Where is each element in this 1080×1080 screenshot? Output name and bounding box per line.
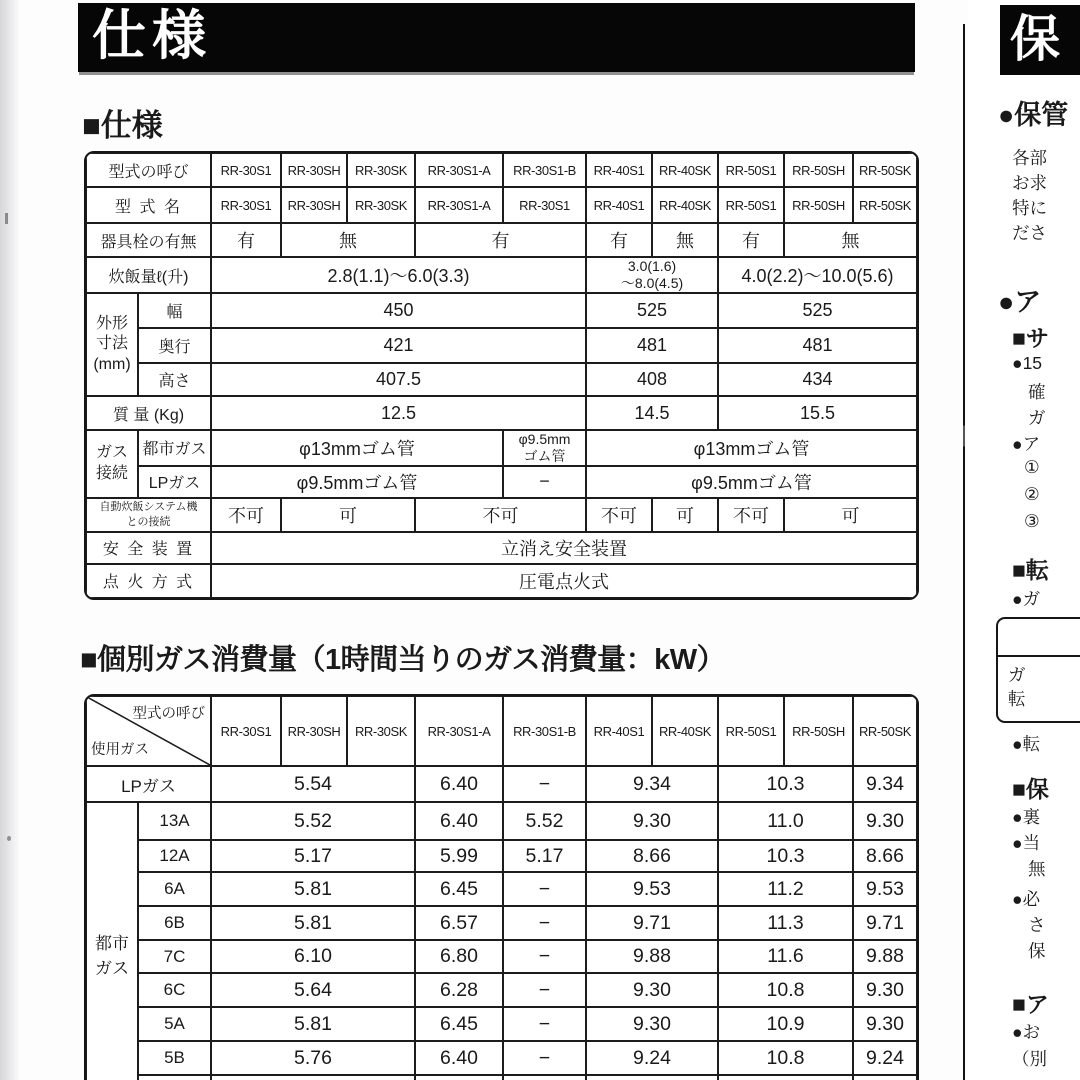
- corner-top-label: 型式の呼び: [132, 706, 205, 722]
- table-row: [86, 906, 917, 940]
- gas-value-cell: 10.3: [718, 766, 853, 802]
- gas-value-cell: 11.0: [718, 802, 853, 840]
- spec-value-cell: φ9.5mmゴム管: [586, 466, 917, 498]
- spec-value-cell: 450: [211, 293, 586, 328]
- model-header-cell: RR-40S1: [586, 696, 652, 766]
- right-text-line: さ: [1028, 915, 1046, 935]
- spec-table: [84, 151, 919, 600]
- right-text-line: ●裏: [1012, 807, 1041, 827]
- corner-bottom-label: 使用ガス: [91, 742, 149, 758]
- row-sublabel: [138, 1075, 211, 1080]
- right-text-line: ●15: [1012, 353, 1043, 373]
- row-group-label: [86, 802, 138, 1080]
- scan-speck: [7, 836, 11, 841]
- spec-value-cell: 可: [652, 498, 718, 532]
- model-header-cell: RR-30S1-A: [415, 153, 503, 187]
- table-row: [86, 973, 917, 1007]
- row-label: 炊飯量ℓ(升): [86, 257, 211, 293]
- gas-value-cell: 9.24: [586, 1041, 718, 1075]
- gas-value-cell: 9.88: [586, 940, 718, 973]
- model-header-cell: RR-50S1: [718, 696, 784, 766]
- spec-value-cell: RR-50SK: [853, 187, 917, 223]
- gas-value-cell: [503, 1075, 586, 1080]
- gas-value-cell: 5.52: [211, 802, 415, 840]
- gas-value-cell: 11.2: [718, 872, 853, 906]
- row-sublabel: 6B: [138, 906, 211, 940]
- model-header-cell: RR-30SK: [347, 153, 415, 187]
- spec-value-cell: φ13mmゴム管: [586, 430, 917, 466]
- model-header-cell: RR-50SK: [853, 696, 917, 766]
- table-row: [86, 293, 917, 328]
- right-text-line: ●必: [1012, 889, 1041, 909]
- table-row: [86, 532, 917, 564]
- spec-value-cell: 圧電点火式: [211, 564, 917, 598]
- gas-value-cell: 5.17: [503, 840, 586, 872]
- spec-value-cell: 有: [586, 223, 652, 257]
- right-title-banner: [1000, 5, 1080, 75]
- table-row: [86, 187, 917, 223]
- row-sublabel: 奥行: [138, 328, 211, 363]
- right-text-line: ●お: [1012, 1022, 1041, 1042]
- info-box-top-cell: [998, 619, 1080, 657]
- model-header-cell: RR-30S1-B: [503, 153, 586, 187]
- gas-value-cell: 11.6: [718, 940, 853, 973]
- row-sublabel: 幅: [138, 293, 211, 328]
- gas-value-cell: 5.64: [211, 973, 415, 1007]
- gas-value-cell: 9.30: [853, 802, 917, 840]
- gas-value-cell: 5.17: [211, 840, 415, 872]
- cell-line: ～8.0(4.5): [620, 275, 684, 291]
- spec-value-cell: 可: [784, 498, 917, 532]
- spec-value-cell: 15.5: [718, 396, 917, 430]
- row-sublabel: 高さ: [138, 363, 211, 396]
- gas-value-cell: 9.24: [853, 1041, 917, 1075]
- gas-value-cell: −: [503, 766, 586, 802]
- row-label: 安 全 装 置: [86, 532, 211, 564]
- row-sublabel: 12A: [138, 840, 211, 872]
- cell-line: 自動炊飯システム機: [99, 500, 198, 513]
- spec-value-cell: [586, 257, 718, 293]
- right-page-title: 保: [1010, 11, 1060, 67]
- gas-value-cell: [853, 1075, 917, 1080]
- gas-value-cell: 10.3: [718, 840, 853, 872]
- row-sublabel: 13A: [138, 802, 211, 840]
- gas-value-cell: 8.66: [853, 840, 917, 872]
- model-header-cell: RR-50S1: [718, 153, 784, 187]
- model-header-cell: RR-40SK: [652, 696, 718, 766]
- gas-value-cell: 10.8: [718, 973, 853, 1007]
- row-sublabel: 6C: [138, 973, 211, 1007]
- table-row: [86, 940, 917, 973]
- row-label: 点 火 方 式: [86, 564, 211, 598]
- spec-value-cell: 可: [281, 498, 415, 532]
- gas-value-cell: 6.80: [415, 940, 503, 973]
- row-sublabel: 5A: [138, 1007, 211, 1041]
- cell-line: 転: [1008, 689, 1026, 709]
- gas-value-cell: −: [503, 973, 586, 1007]
- spec-value-cell: RR-40SK: [652, 187, 718, 223]
- model-header-cell: RR-30S1-A: [415, 696, 503, 766]
- table-row: [86, 430, 917, 466]
- table-row: [86, 802, 917, 840]
- right-text-line: ださ: [1012, 223, 1047, 243]
- right-text-line: お求: [1012, 173, 1047, 193]
- gas-value-cell: −: [503, 906, 586, 940]
- gas-value-cell: 9.34: [853, 766, 917, 802]
- model-header-cell: RR-30S1: [211, 696, 281, 766]
- page-divider: [963, 24, 965, 1080]
- spec-value-cell: 立消え安全装置: [211, 532, 917, 564]
- spec-value-cell: 不可: [586, 498, 652, 532]
- right-subheading: ■サ: [1012, 325, 1049, 351]
- table-row: [86, 396, 917, 430]
- gas-value-cell: 5.76: [211, 1041, 415, 1075]
- gas-value-cell: 10.9: [718, 1007, 853, 1041]
- spec-value-cell: 421: [211, 328, 586, 363]
- spec-value-cell: 2.8(1.1)～6.0(3.3): [211, 257, 586, 293]
- table-row: [86, 766, 917, 802]
- spec-value-cell: 無: [784, 223, 917, 257]
- cell-line: ゴム管: [523, 447, 566, 464]
- spec-value-cell: RR-50S1: [718, 187, 784, 223]
- right-text-line: 保: [1028, 941, 1046, 961]
- right-text-line: ●ア: [1012, 434, 1041, 454]
- gas-value-cell: [586, 1075, 718, 1080]
- scan-speck: [5, 213, 8, 224]
- row-label: LPガス: [86, 766, 211, 802]
- row-group-label: [86, 293, 138, 396]
- page-edge: [0, 0, 18, 1080]
- gas-value-cell: 9.71: [586, 906, 718, 940]
- page-title: 仕様: [92, 6, 212, 66]
- right-text-line: ガ: [1028, 408, 1046, 428]
- table-row: [86, 257, 917, 293]
- gas-value-cell: −: [503, 1007, 586, 1041]
- table-row: [86, 840, 917, 872]
- spec-value-cell: RR-30SK: [347, 187, 415, 223]
- spec-value-cell: RR-30S1-A: [415, 187, 503, 223]
- spec-value-cell: −: [503, 466, 586, 498]
- row-label: [86, 498, 211, 532]
- table-row: [86, 328, 917, 363]
- gas-value-cell: [415, 1075, 503, 1080]
- spec-value-cell: 525: [586, 293, 718, 328]
- gas-value-cell: 9.71: [853, 906, 917, 940]
- spec-value-cell: RR-40S1: [586, 187, 652, 223]
- right-text-line: 確: [1028, 382, 1046, 402]
- title-banner: [78, 3, 915, 72]
- gas-table: [84, 694, 919, 1080]
- row-sublabel: 5B: [138, 1041, 211, 1075]
- model-header-cell: RR-50SK: [853, 153, 917, 187]
- row-label: 型 式 名: [86, 187, 211, 223]
- spec-value-cell: 434: [718, 363, 917, 396]
- spec-value-cell: RR-30S1: [211, 187, 281, 223]
- gas-value-cell: −: [503, 872, 586, 906]
- gas-value-cell: 5.54: [211, 766, 415, 802]
- right-page: [968, 0, 1080, 1080]
- table-row: [86, 696, 917, 766]
- gas-value-cell: 6.40: [415, 1041, 503, 1075]
- right-text-line: 各部: [1012, 148, 1047, 168]
- spec-value-cell: RR-30S1: [503, 187, 586, 223]
- spec-value-cell: 481: [718, 328, 917, 363]
- row-sublabel: 7C: [138, 940, 211, 973]
- model-header-cell: RR-30SH: [281, 696, 347, 766]
- gas-value-cell: 9.53: [586, 872, 718, 906]
- cell-line: (mm): [93, 355, 131, 373]
- gas-value-cell: 9.30: [586, 802, 718, 840]
- spec-value-cell: 有: [415, 223, 586, 257]
- gas-value-cell: 6.40: [415, 802, 503, 840]
- gas-value-cell: 6.28: [415, 973, 503, 1007]
- right-text-line: 特に: [1012, 198, 1047, 218]
- cell-line: ガス: [95, 444, 128, 462]
- spec-value-cell: 481: [586, 328, 718, 363]
- spec-value-cell: RR-50SH: [784, 187, 853, 223]
- gas-value-cell: 9.88: [853, 940, 917, 973]
- gas-value-cell: 5.52: [503, 802, 586, 840]
- gas-value-cell: 6.40: [415, 766, 503, 802]
- right-subheading: ■転: [1012, 557, 1049, 583]
- gas-value-cell: 11.3: [718, 906, 853, 940]
- model-header-cell: RR-30SK: [347, 696, 415, 766]
- table-row: [86, 498, 917, 532]
- table-row: [86, 223, 917, 257]
- gas-value-cell: 9.30: [853, 1007, 917, 1041]
- right-text-line: ●ガ: [1012, 589, 1041, 609]
- spec-value-cell: 無: [652, 223, 718, 257]
- spec-value-cell: 有: [211, 223, 281, 257]
- gas-value-cell: 10.8: [718, 1041, 853, 1075]
- gas-value-cell: 6.10: [211, 940, 415, 973]
- model-header-cell: RR-40SK: [652, 153, 718, 187]
- model-header-cell: RR-30SH: [281, 153, 347, 187]
- spec-value-cell: 不可: [415, 498, 586, 532]
- row-label: 質 量 (Kg): [86, 396, 211, 430]
- right-text-line: ①: [1024, 457, 1040, 477]
- gas-value-cell: [211, 1075, 415, 1080]
- spec-value-cell: 4.0(2.2)～10.0(5.6): [718, 257, 917, 293]
- info-box-bottom-cell: [998, 657, 1080, 711]
- table-row: [86, 466, 917, 498]
- right-text-line: ●当: [1012, 833, 1041, 853]
- cell-line: 都市: [95, 933, 129, 953]
- corner-header-cell: [86, 696, 211, 766]
- table-row: [86, 363, 917, 396]
- gas-value-cell: [718, 1075, 853, 1080]
- row-group-label: [86, 430, 138, 498]
- gas-value-cell: 5.81: [211, 906, 415, 940]
- spec-value-cell: 408: [586, 363, 718, 396]
- spec-value-cell: 有: [718, 223, 784, 257]
- spec-value-cell: 不可: [211, 498, 281, 532]
- spec-value-cell: 525: [718, 293, 917, 328]
- gas-value-cell: 5.81: [211, 872, 415, 906]
- right-text-line: ②: [1024, 484, 1040, 504]
- spec-value-cell: φ9.5mmゴム管: [211, 466, 503, 498]
- gas-value-cell: 9.30: [586, 973, 718, 1007]
- right-subheading: ■保: [1012, 776, 1049, 802]
- cell-line: 3.0(1.6): [627, 258, 677, 275]
- cell-line: 外形: [95, 314, 128, 332]
- gas-value-cell: −: [503, 940, 586, 973]
- right-text-line: 無: [1028, 859, 1046, 879]
- gas-value-cell: 9.30: [853, 973, 917, 1007]
- gas-value-cell: 6.57: [415, 906, 503, 940]
- gas-value-cell: 6.45: [415, 1007, 503, 1041]
- spec-value-cell: RR-30SH: [281, 187, 347, 223]
- right-heading: ●ア: [998, 287, 1042, 317]
- right-text-line: ③: [1024, 511, 1040, 531]
- table-row: [86, 1041, 917, 1075]
- cell-line: 寸法: [95, 335, 128, 353]
- gas-value-cell: 9.53: [853, 872, 917, 906]
- model-header-cell: RR-30S1-B: [503, 696, 586, 766]
- right-text-line: （別: [1012, 1049, 1047, 1069]
- spec-value-cell: 無: [281, 223, 415, 257]
- table-row: [86, 1075, 917, 1080]
- cell-line: ガス: [95, 958, 129, 978]
- right-text-line: ●転: [1012, 734, 1041, 754]
- right-heading: ●保管: [998, 100, 1069, 130]
- spec-value-cell: 407.5: [211, 363, 586, 396]
- table-row: [86, 1007, 917, 1041]
- row-sublabel: LPガス: [138, 466, 211, 498]
- row-label: 型式の呼び: [86, 153, 211, 187]
- spec-value-cell: 12.5: [211, 396, 586, 430]
- row-sublabel: 都市ガス: [138, 430, 211, 466]
- right-info-box: [996, 617, 1080, 723]
- cell-line: 接続: [95, 464, 128, 482]
- spec-value-cell: φ13mmゴム管: [211, 430, 503, 466]
- row-label: 器具栓の有無: [86, 223, 211, 257]
- row-sublabel: 6A: [138, 872, 211, 906]
- gas-value-cell: 6.45: [415, 872, 503, 906]
- spec-value-cell: 不可: [718, 498, 784, 532]
- table-row: [86, 153, 917, 187]
- model-header-cell: RR-40S1: [586, 153, 652, 187]
- table-row: [86, 564, 917, 598]
- table-row: [86, 872, 917, 906]
- cell-line: との接続: [126, 515, 171, 528]
- spec-value-cell: 14.5: [586, 396, 718, 430]
- gas-value-cell: 8.66: [586, 840, 718, 872]
- gas-value-cell: −: [503, 1041, 586, 1075]
- gas-value-cell: 5.81: [211, 1007, 415, 1041]
- model-header-cell: RR-50SH: [784, 153, 853, 187]
- spec-section-heading: ■仕様: [82, 108, 163, 143]
- model-header-cell: RR-30S1: [211, 153, 281, 187]
- spec-value-cell: [503, 430, 586, 466]
- gas-value-cell: 5.99: [415, 840, 503, 872]
- gas-value-cell: 9.30: [586, 1007, 718, 1041]
- right-subheading: ■ア: [1012, 991, 1049, 1017]
- gas-section-heading: ■個別ガス消費量（1時間当りのガス消費量：kW）: [80, 644, 726, 676]
- cell-line: φ9.5mm: [518, 431, 571, 447]
- model-header-cell: RR-50SH: [784, 696, 853, 766]
- gas-value-cell: 9.34: [586, 766, 718, 802]
- cell-line: ガ: [1008, 665, 1026, 685]
